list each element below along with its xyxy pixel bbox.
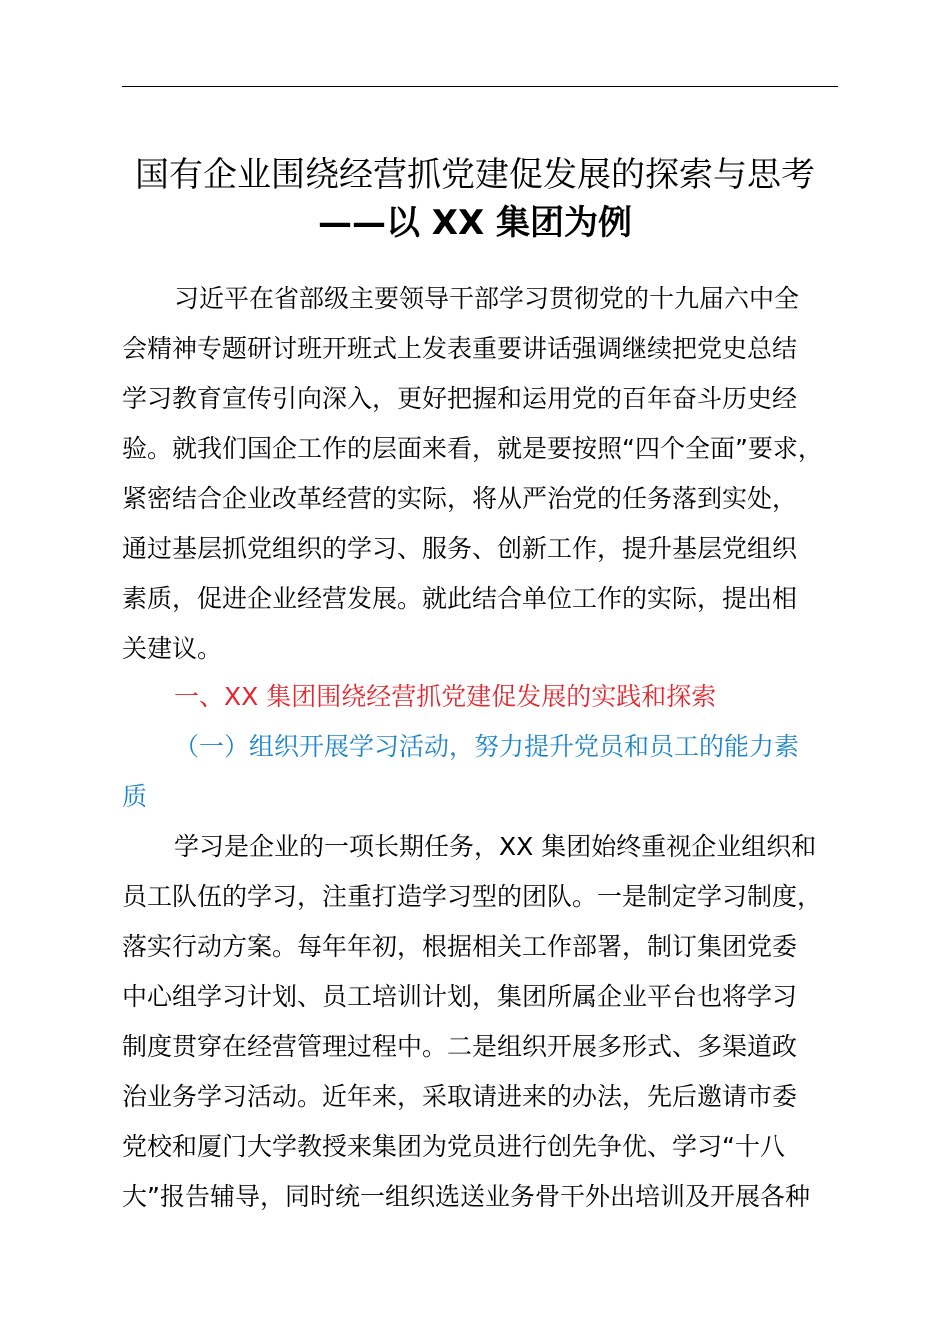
document-title: 国有企业围绕经营抓党建促发展的探索与思考 bbox=[135, 155, 815, 195]
paragraph-line: 关建议。 bbox=[122, 634, 223, 663]
paragraph-line: 治业务学习活动。近年来，采取请进来的办法，先后邀请市委 bbox=[122, 1082, 798, 1111]
header-rule bbox=[122, 86, 838, 87]
paragraph-line: 中心组学习计划、员工培训计划，集团所属企业平台也将学习 bbox=[122, 982, 798, 1011]
paragraph-line: 学习教育宣传引向深入，更好把握和运用党的百年奋斗历史经 bbox=[122, 384, 798, 413]
document-subtitle: ——以 XX 集团为例 bbox=[317, 203, 633, 243]
subsection-heading-line: （一）组织开展学习活动，努力提升党员和员工的能力素 bbox=[174, 732, 800, 761]
body-paragraph bbox=[122, 822, 842, 1222]
paragraph-line: 员工队伍的学习，注重打造学习型的团队。一是制定学习制度， bbox=[122, 882, 823, 911]
paragraph-line: 验。就我们国企工作的层面来看，就是要按照“四个全面”要求， bbox=[122, 434, 823, 463]
subsection-heading-line: 质 bbox=[122, 782, 148, 811]
paragraph-line: 会精神专题研讨班开班式上发表重要讲话强调继续把党史总结 bbox=[122, 334, 798, 363]
paragraph-line: 习近平在省部级主要领导干部学习贯彻党的十九届六中全 bbox=[174, 284, 800, 313]
paragraph-line: 落实行动方案。每年年初，根据相关工作部署，制订集团党委 bbox=[122, 932, 798, 961]
paragraph-line: 通过基层抓党组织的学习、服务、创新工作，提升基层党组织 bbox=[122, 534, 798, 563]
paragraph-line: 制度贯穿在经营管理过程中。二是组织开展多形式、多渠道政 bbox=[122, 1032, 798, 1061]
paragraph-line: 学习是企业的一项长期任务，XX 集团始终重视企业组织和 bbox=[174, 832, 817, 861]
subsection-heading bbox=[122, 722, 842, 822]
paragraph-line: 紧密结合企业改革经营的实际，将从严治党的任务落到实处， bbox=[122, 484, 798, 513]
intro-paragraph bbox=[122, 274, 842, 674]
section-heading-text: 一、XX 集团围绕经营抓党建促发展的实践和探索 bbox=[174, 682, 717, 711]
section-heading bbox=[122, 672, 842, 722]
paragraph-line: 党校和厦门大学教授来集团为党员进行创先争优、学习“十八 bbox=[122, 1132, 785, 1161]
paragraph-line: 大”报告辅导，同时统一组织选送业务骨干外出培训及开展各种 bbox=[122, 1182, 810, 1211]
paragraph-line: 素质，促进企业经营发展。就此结合单位工作的实际，提出相 bbox=[122, 584, 798, 613]
